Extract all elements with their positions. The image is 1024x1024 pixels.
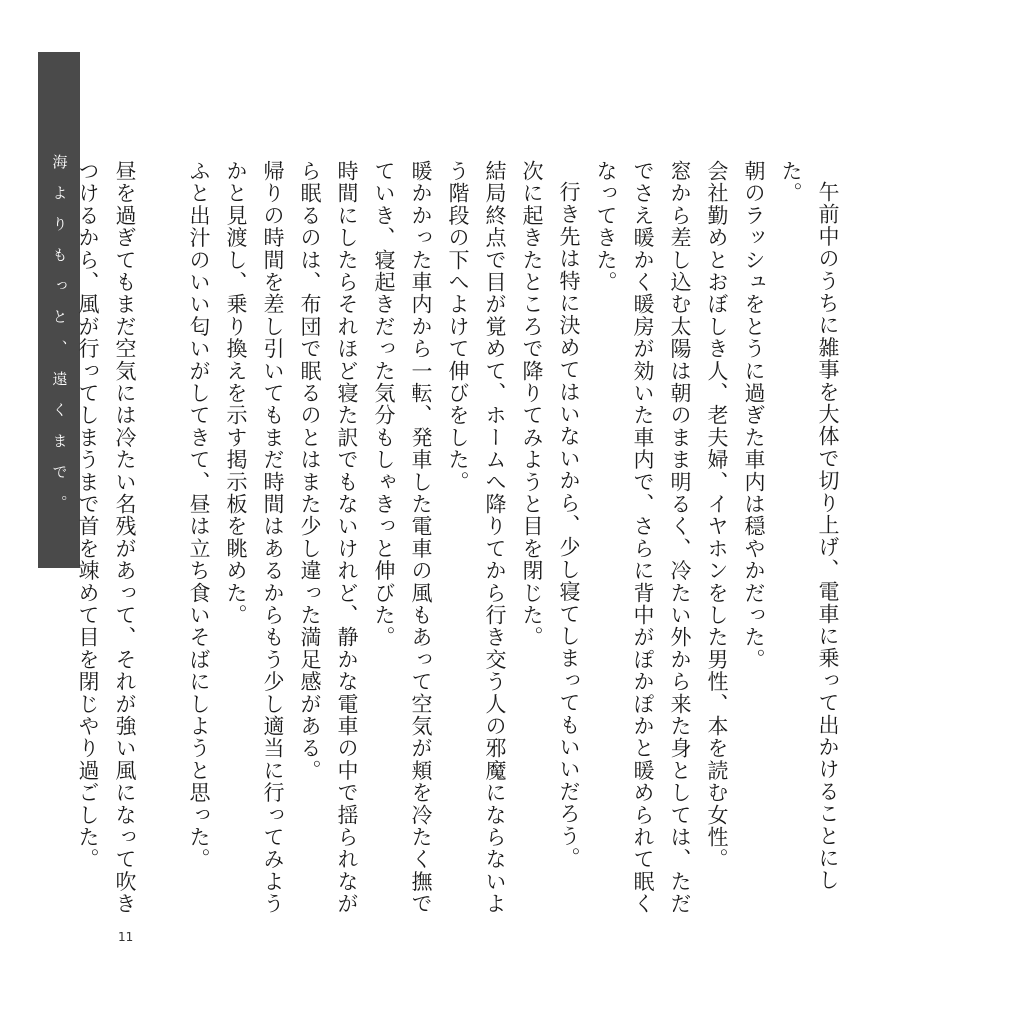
paragraph: 昼を過ぎてもまだ空気には冷たい名残があって、それが強い風になって吹きつけるから、風が行ってしまうまで首を竦めて目を閉じやり過ごした。 <box>76 160 137 915</box>
paragraph: ふと出汁のいい匂いがしてきて、昼は立ち食いそばにしようと思った。 <box>187 160 211 871</box>
paragraph: 次に起きたところで降りてみようと目を閉じた。 <box>520 160 544 649</box>
paragraph: 結局終点で目が覚めて、ホームへ降りてから行き交う人の邪魔にならないよう階段の下へよけて伸びをした。 <box>446 160 507 915</box>
paragraph: 窓から差し込む太陽は朝のまま明るく、冷たい外から来た身としては、ただでさえ暖かく暖房が効いた車内で、さらに背中がぽかぽかと暖められて眠くなってきた。 <box>594 160 692 915</box>
body-text <box>69 160 846 920</box>
paragraph: 時間にしたらそれほど寝た訳でもないけれど、静かな電車の中で揺られながら眠るのは、布団で眠るのとはまた少し違った満足感がある。 <box>298 160 359 915</box>
paragraph: 午前中のうちに雑事を大体で切り上げ、電車に乗って出かけることにした。 <box>779 160 840 892</box>
paragraph: 行き先は特に決めてはいないから、少し寝てしまってもいいだろう。 <box>557 181 581 870</box>
side-banner-title: 海よりもっと、遠くまで。 <box>50 154 69 526</box>
paragraph: 暖かかった車内から一転、発車した電車の風もあって空気が頬を冷たく撫でていき、寝起きだった気分もしゃきっと伸びた。 <box>372 160 433 915</box>
paragraph: 会社勤めとおぼしき人、老夫婦、イヤホンをした男性、本を読む女性。 <box>705 160 729 871</box>
paragraph: 帰りの時間を差し引いてもまだ時間はあるからもう少し適当に行ってみようかと見渡し、乗り換えを示す掲示板を眺めた。 <box>224 160 285 915</box>
paragraph-spacer <box>143 160 180 920</box>
paragraph: 朝のラッシュをとうに過ぎた車内は穏やかだった。 <box>742 160 766 671</box>
page-number: 11 <box>118 930 134 944</box>
